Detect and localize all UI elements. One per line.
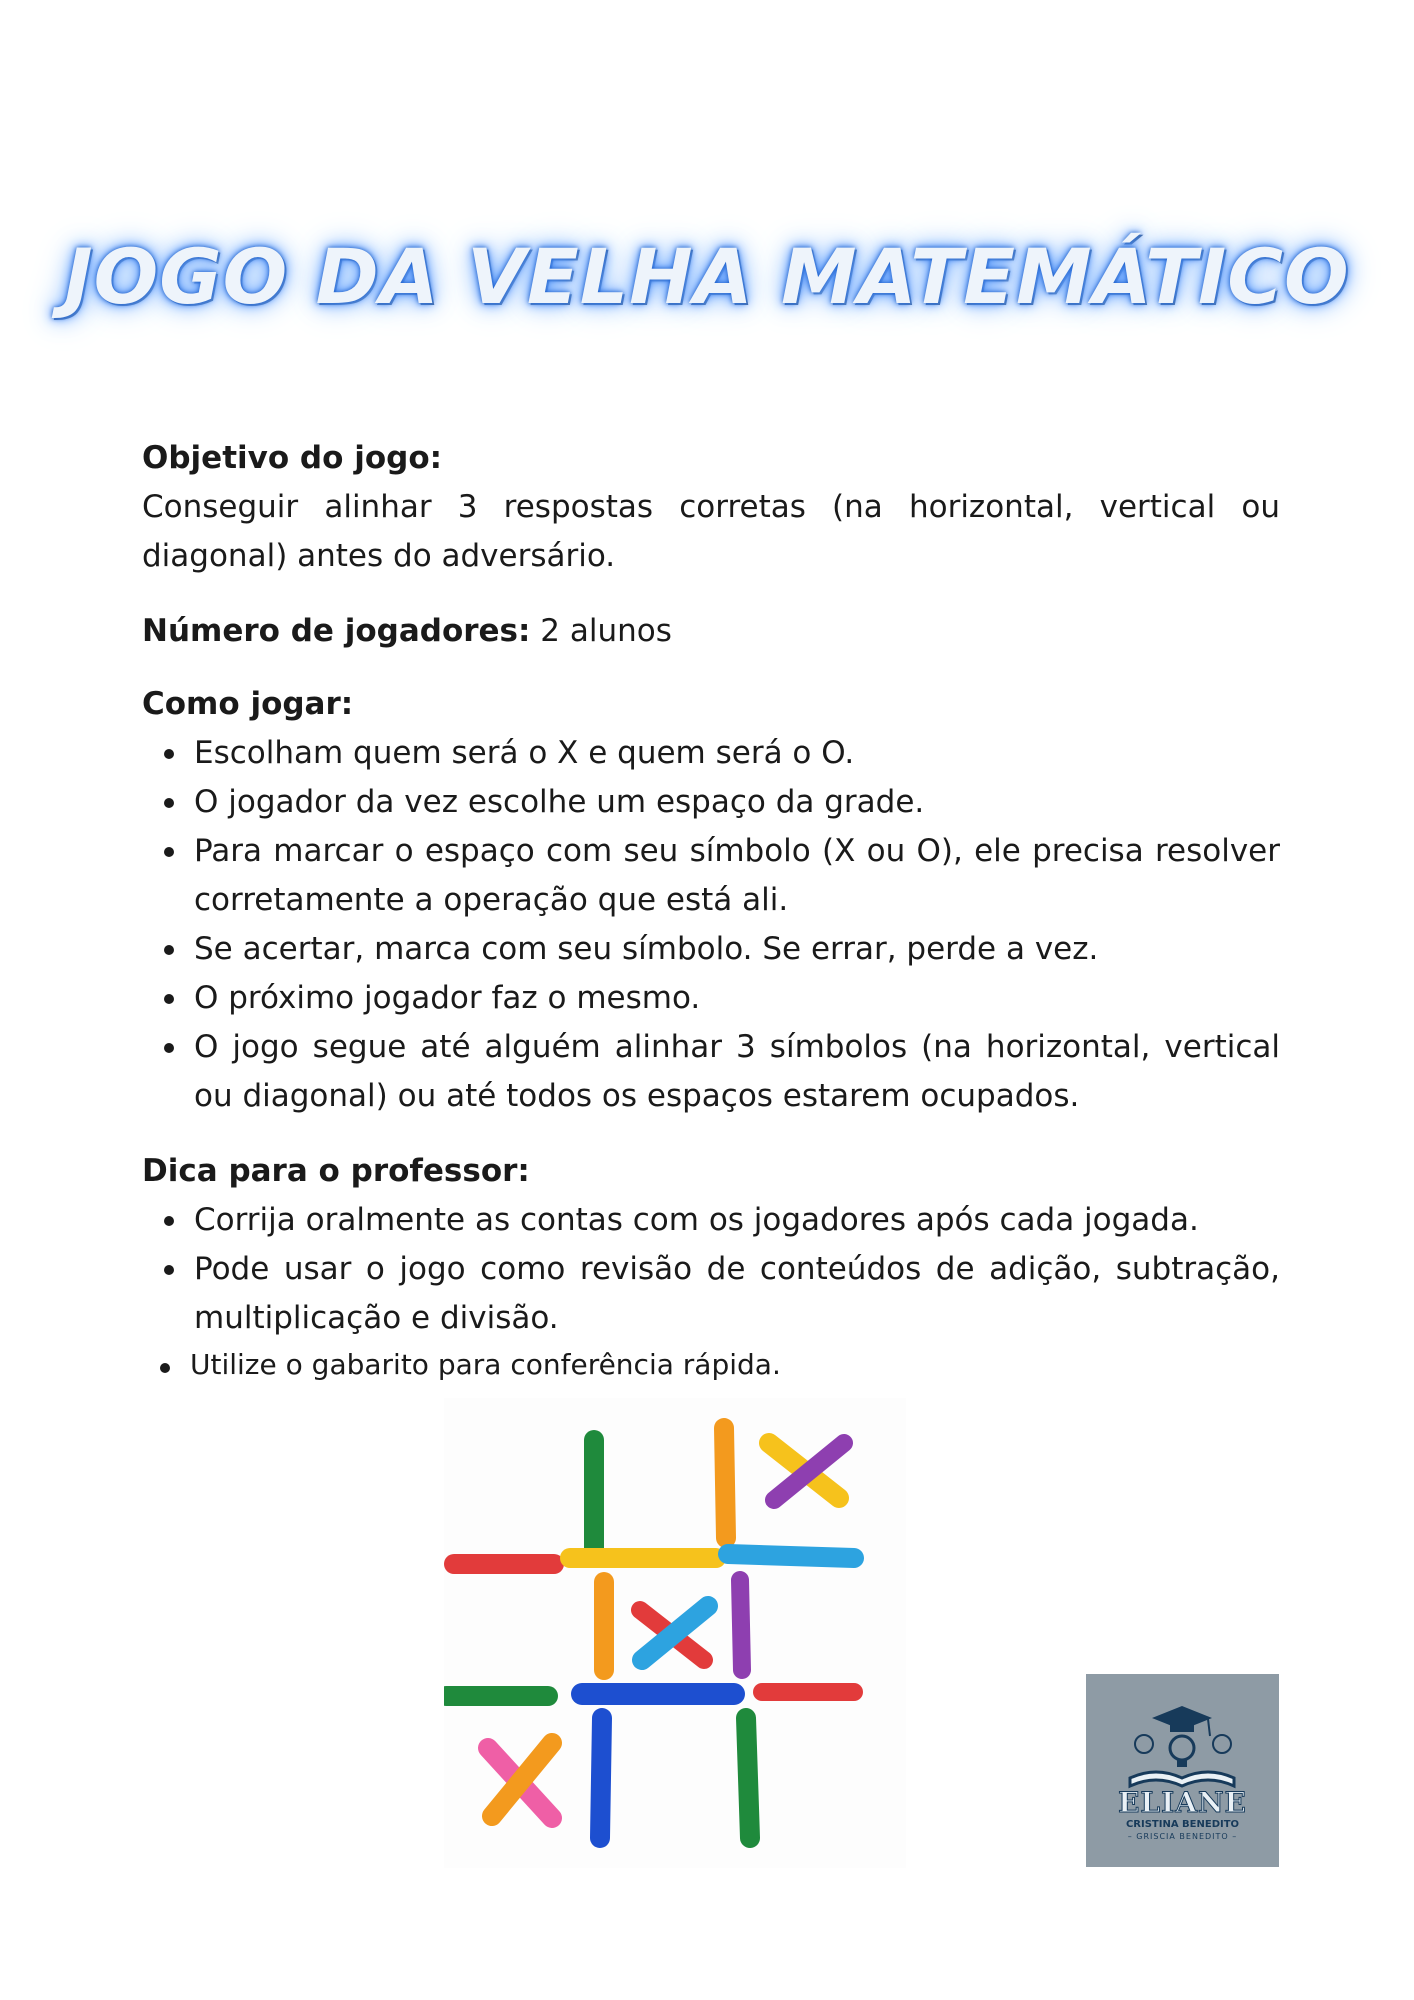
list-item: Escolham quem será o X e quem será o O. bbox=[194, 729, 1280, 778]
how-to-play-heading: Como jogar: bbox=[142, 686, 354, 722]
logo-subtitle-2: – GRISCIA BENEDITO – bbox=[1127, 1832, 1238, 1841]
players-value: 2 alunos bbox=[530, 613, 672, 649]
list-item: O próximo jogador faz o mesmo. bbox=[194, 974, 1280, 1023]
teacher-tip-heading: Dica para o professor: bbox=[142, 1153, 530, 1189]
teacher-tip-list bbox=[142, 1196, 1280, 1387]
instructions bbox=[142, 434, 1280, 1387]
author-logo bbox=[1086, 1674, 1279, 1867]
list-item: O jogo segue até alguém alinhar 3 símbolos (na horizontal, vertical ou diagonal) ou até todos os espaços estarem ocupados. bbox=[194, 1023, 1280, 1121]
list-item: O jogador da vez escolhe um espaço da grade. bbox=[194, 778, 1280, 827]
crayon-tic-tac-toe-icon bbox=[444, 1398, 906, 1868]
list-item: Se acertar, marca com seu símbolo. Se errar, perde a vez. bbox=[194, 925, 1280, 974]
list-item: Pode usar o jogo como revisão de conteúdos de adição, subtração, multiplicação e divisão. bbox=[194, 1245, 1280, 1343]
list-item: Corrija oralmente as contas com os jogadores após cada jogada. bbox=[194, 1196, 1280, 1245]
objective-text: Conseguir alinhar 3 respostas corretas (na horizontal, vertical ou diagonal) antes do adversário. bbox=[142, 489, 1280, 574]
logo-subtitle-1: CRISTINA BENEDITO bbox=[1125, 1819, 1240, 1830]
objective-heading: Objetivo do jogo: bbox=[142, 440, 443, 476]
logo-name: ELIANE bbox=[1118, 1786, 1247, 1819]
list-item: Para marcar o espaço com seu símbolo (X ou O), ele precisa resolver corretamente a operação que está ali. bbox=[194, 827, 1280, 925]
list-item: Utilize o gabarito para conferência rápida. bbox=[190, 1343, 1280, 1387]
page-title: JOGO DA VELHA MATEMÁTICO bbox=[64, 232, 1350, 321]
how-to-play-list bbox=[142, 729, 1280, 1121]
players-label: Número de jogadores: bbox=[142, 613, 531, 649]
players-line bbox=[142, 607, 1280, 656]
